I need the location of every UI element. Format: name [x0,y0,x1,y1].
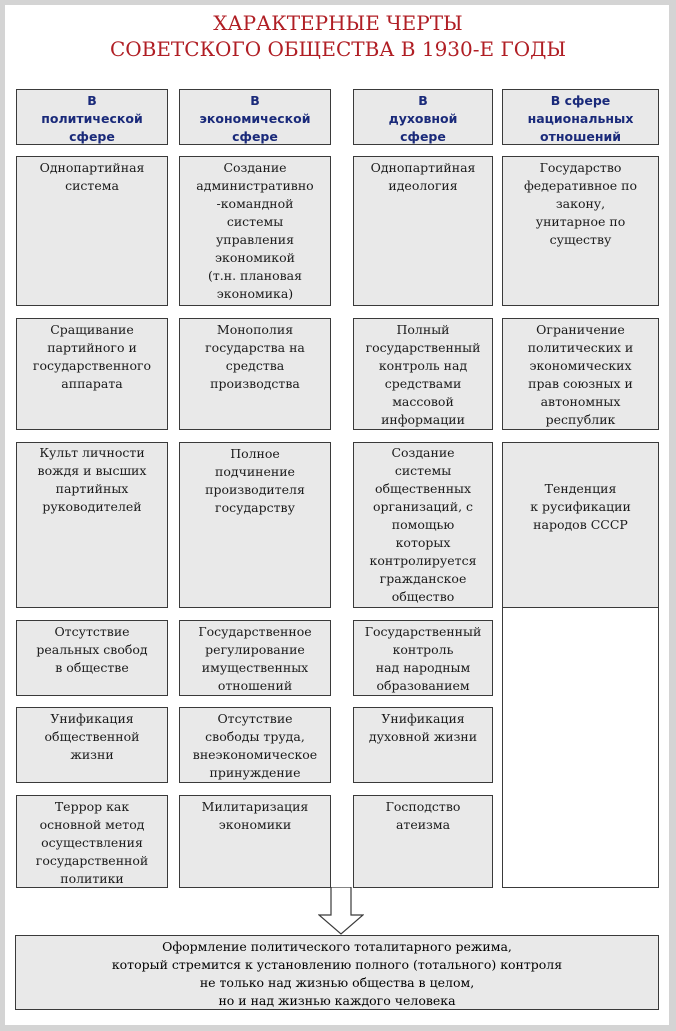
cell-national-2: Ограничение политических и экономических прав союзных и автономных республик [502,318,659,430]
cell-spiritual-2: Полный государственный контроль над средствами массовой информации [353,318,493,430]
cell-national-3: Тенденция к русификации народов СССР [502,442,659,608]
cell-spiritual-3: Создание системы общественных организаций, с помощью которых контролируется гражданское общество [353,442,493,608]
cell-political-4: Отсутствие реальных свобод в обществе [16,620,168,696]
header-spiritual: В духовной сфере [353,89,493,145]
result-box [15,935,659,1010]
cell-political-5: Унификация общественной жизни [16,707,168,783]
cell-economic-2: Монополия государства на средства производства [179,318,331,430]
national-column-frame [502,608,659,888]
result-line-2: который стремится к установлению полного (тотального) контроля [111,957,563,972]
header-national: В сфере национальных отношений [502,89,659,145]
cell-political-3: Культ личности вождя и высших партийных руководителей [16,442,168,608]
header-economic: В экономической сфере [179,89,331,145]
cell-political-6: Террор как основной метод осуществления государственной политики [16,795,168,888]
page-title [0,10,676,62]
cell-political-1: Однопартийная система [16,156,168,306]
cell-economic-6: Милитаризация экономики [179,795,331,888]
cell-spiritual-1: Однопартийная идеология [353,156,493,306]
cell-economic-4: Государственное регулирование имущественных отношений [179,620,331,696]
cell-national-1: Государство федеративное по закону, унитарное по существу [502,156,659,306]
cell-spiritual-5: Унификация духовной жизни [353,707,493,783]
title-line-1: ХАРАКТЕРНЫЕ ЧЕРТЫ [213,11,463,35]
cell-political-2: Сращивание партийного и государственного аппарата [16,318,168,430]
header-political: В политической сфере [16,89,168,145]
down-arrow-icon [318,887,364,935]
result-line-3: не только над жизнью общества в целом, [199,975,475,990]
cell-spiritual-4: Государственный контроль над народным образованием [353,620,493,696]
cell-economic-3: Полное подчинение производителя государству [179,442,331,608]
cell-economic-5: Отсутствие свободы труда, внеэкономическое принуждение [179,707,331,783]
cell-economic-1: Создание административно -командной системы управления экономикой (т.н. плановая экономика) [179,156,331,306]
result-line-1: Оформление политического тоталитарного режима, [162,939,512,954]
title-line-2: СОВЕТСКОГО ОБЩЕСТВА В 1930-Е ГОДЫ [109,37,567,61]
cell-spiritual-6: Господство атеизма [353,795,493,888]
result-line-4: но и над жизнью каждого человека [218,993,456,1008]
